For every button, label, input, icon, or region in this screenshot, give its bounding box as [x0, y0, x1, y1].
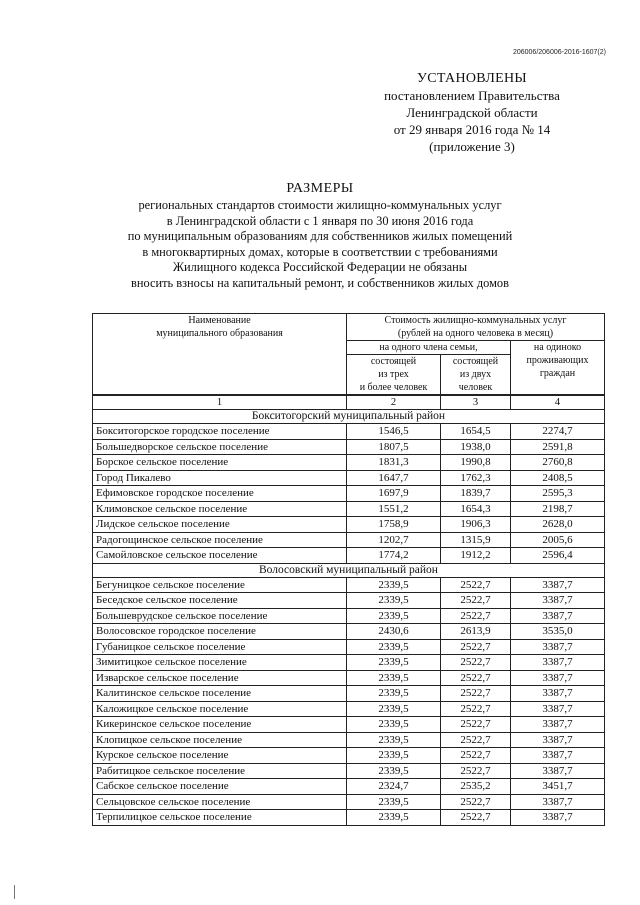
approval-line-3: от 29 января 2016 года № 14 — [393, 122, 551, 137]
municipality-name: Курское сельское поселение — [93, 748, 347, 764]
table-row — [93, 577, 605, 593]
subtitle-line-4: в многоквартирных домах, которые в соответствии с требованиями — [142, 244, 498, 259]
municipality-name: Город Пикалево — [93, 470, 347, 486]
cost-three-plus: 2324,7 — [347, 779, 441, 795]
table-row — [93, 624, 605, 640]
municipality-name: Терпилицкое сельское поселение — [93, 810, 347, 826]
municipality-name: Рабитицкое сельское поселение — [93, 763, 347, 779]
cost-two-persons: 1990,8 — [441, 455, 511, 471]
cost-single: 3387,7 — [511, 655, 605, 671]
cost-single: 3387,7 — [511, 748, 605, 764]
cost-three-plus: 2339,5 — [347, 593, 441, 609]
header-single — [511, 341, 605, 396]
cost-two-persons: 2522,7 — [441, 577, 511, 593]
cost-two-persons: 2522,7 — [441, 593, 511, 609]
header-two-line-2: из двух — [459, 369, 492, 380]
table-body — [93, 410, 605, 826]
cost-two-persons: 1762,3 — [441, 470, 511, 486]
cost-single: 2274,7 — [511, 424, 605, 440]
approval-title: УСТАНОВЛЕНЫ — [417, 71, 527, 86]
cost-single: 3387,7 — [511, 717, 605, 733]
header-municipality — [93, 314, 347, 396]
header-per-family-member: на одного члена семьи, — [347, 341, 511, 355]
cost-two-persons: 2535,2 — [441, 779, 511, 795]
cost-two-persons: 1938,0 — [441, 439, 511, 455]
cost-single: 2408,5 — [511, 470, 605, 486]
municipality-name: Сельцовское сельское поселение — [93, 794, 347, 810]
cost-single: 2198,7 — [511, 501, 605, 517]
header-three-plus-line-2: из трех — [378, 369, 409, 380]
header-two-persons — [441, 355, 511, 396]
cost-three-plus: 2339,5 — [347, 717, 441, 733]
table-row — [93, 517, 605, 533]
header-cost-line-2: (рублей на одного человека в месяц) — [397, 328, 554, 339]
table-row — [93, 655, 605, 671]
cost-two-persons: 2522,7 — [441, 608, 511, 624]
subtitle-line-6: вносить взносы на капитальный ремонт, и собственников жилых домов — [131, 275, 509, 290]
table-header — [93, 314, 605, 410]
header-three-plus-line-1: состоящей — [370, 356, 417, 367]
municipality-name: Радогощинское сельское поселение — [93, 532, 347, 548]
cost-two-persons: 2522,7 — [441, 670, 511, 686]
cost-three-plus: 1758,9 — [347, 517, 441, 533]
table-row — [93, 455, 605, 471]
cost-three-plus: 1697,9 — [347, 486, 441, 502]
cost-two-persons: 1654,5 — [441, 424, 511, 440]
cost-two-persons: 1839,7 — [441, 486, 511, 502]
municipality-name: Кикеринское сельское поселение — [93, 717, 347, 733]
municipality-name: Ефимовское городское поселение — [93, 486, 347, 502]
approval-line-4: (приложение 3) — [429, 139, 515, 154]
municipality-name: Климовское сельское поселение — [93, 501, 347, 517]
municipality-name: Борское сельское поселение — [93, 455, 347, 471]
cost-single: 3387,7 — [511, 794, 605, 810]
municipality-name: Зимитицкое сельское поселение — [93, 655, 347, 671]
approval-block — [372, 70, 572, 155]
cost-two-persons: 2522,7 — [441, 717, 511, 733]
column-number: 1 — [93, 395, 347, 410]
cost-single: 3387,7 — [511, 732, 605, 748]
cost-single: 2628,0 — [511, 517, 605, 533]
table-row — [93, 810, 605, 826]
table-row — [93, 501, 605, 517]
cost-single: 3387,7 — [511, 608, 605, 624]
header-cost-line-1: Стоимость жилищно-коммунальных услуг — [384, 315, 567, 326]
cost-three-plus: 1774,2 — [347, 548, 441, 564]
cost-three-plus: 2339,5 — [347, 670, 441, 686]
cost-three-plus: 1831,3 — [347, 455, 441, 471]
cost-three-plus: 2339,5 — [347, 639, 441, 655]
cost-three-plus: 2339,5 — [347, 810, 441, 826]
tariffs-table — [92, 313, 605, 826]
cost-two-persons: 1912,2 — [441, 548, 511, 564]
header-municipality-line-1: Наименование — [188, 315, 251, 326]
municipality-name: Большедворское сельское поселение — [93, 439, 347, 455]
document-subtitle — [88, 198, 552, 291]
cost-single: 3387,7 — [511, 670, 605, 686]
header-two-line-3: человек — [458, 382, 493, 393]
table-row — [93, 701, 605, 717]
municipality-name: Бегуницкое сельское поселение — [93, 577, 347, 593]
table-row — [93, 593, 605, 609]
cost-two-persons: 1654,3 — [441, 501, 511, 517]
table-row — [93, 608, 605, 624]
cost-three-plus: 2339,5 — [347, 655, 441, 671]
cost-three-plus: 2339,5 — [347, 608, 441, 624]
margin-mark — [14, 885, 15, 899]
cost-two-persons: 1315,9 — [441, 532, 511, 548]
municipality-name: Волосовское городское поселение — [93, 624, 347, 640]
column-number: 4 — [511, 395, 605, 410]
table-row — [93, 424, 605, 440]
municipality-name: Калитинское сельское поселение — [93, 686, 347, 702]
column-number: 3 — [441, 395, 511, 410]
cost-two-persons: 2613,9 — [441, 624, 511, 640]
subtitle-line-3: по муниципальным образованиям для собственников жилых помещений — [127, 229, 513, 243]
cost-three-plus: 1551,2 — [347, 501, 441, 517]
table-row — [93, 794, 605, 810]
table-row — [93, 748, 605, 764]
cost-three-plus: 2430,6 — [347, 624, 441, 640]
subtitle-line-1: региональных стандартов стоимости жилищно-коммунальных услуг — [138, 198, 502, 212]
municipality-name: Каложицкое сельское поселение — [93, 701, 347, 717]
table-row — [93, 763, 605, 779]
table-row — [93, 548, 605, 564]
municipality-name: Большеврудское сельское поселение — [93, 608, 347, 624]
municipality-name: Клопицкое сельское поселение — [93, 732, 347, 748]
subtitle-line-5: Жилищного кодекса Российской Федерации не обязаны — [172, 260, 468, 274]
header-municipality-line-2: муниципального образования — [156, 328, 283, 339]
cost-single: 3387,7 — [511, 763, 605, 779]
cost-two-persons: 2522,7 — [441, 639, 511, 655]
municipality-name: Беседское сельское поселение — [93, 593, 347, 609]
municipality-name: Сабское сельское поселение — [93, 779, 347, 795]
cost-single: 3387,7 — [511, 639, 605, 655]
cost-two-persons: 2522,7 — [441, 794, 511, 810]
cost-three-plus: 2339,5 — [347, 763, 441, 779]
cost-single: 3387,7 — [511, 810, 605, 826]
header-three-plus-line-3: и более человек — [359, 382, 428, 393]
cost-two-persons: 2522,7 — [441, 748, 511, 764]
subtitle-line-2: в Ленинградской области с 1 января по 30 июня 2016 года — [166, 213, 474, 228]
municipality-name: Губаницкое сельское поселение — [93, 639, 347, 655]
table-row — [93, 717, 605, 733]
cost-single: 2005,6 — [511, 532, 605, 548]
district-name: Бокситогорский муниципальный район — [93, 410, 605, 424]
header-single-line-1: на одиноко — [533, 342, 582, 353]
cost-three-plus: 2339,5 — [347, 748, 441, 764]
approval-line-2: Ленинградской области — [406, 105, 538, 120]
cost-three-plus: 2339,5 — [347, 686, 441, 702]
header-three-plus — [347, 355, 441, 396]
cost-three-plus: 2339,5 — [347, 701, 441, 717]
header-cost — [347, 314, 605, 341]
cost-single: 3387,7 — [511, 701, 605, 717]
document-title: РАЗМЕРЫ — [286, 181, 354, 196]
cost-two-persons: 2522,7 — [441, 655, 511, 671]
cost-three-plus: 2339,5 — [347, 732, 441, 748]
district-name: Волосовский муниципальный район — [93, 563, 605, 577]
header-single-line-3: граждан — [539, 368, 576, 379]
cost-single: 2591,8 — [511, 439, 605, 455]
cost-single: 3535,0 — [511, 624, 605, 640]
approval-line-1: постановлением Правительства — [384, 88, 560, 103]
table-row — [93, 486, 605, 502]
table-row — [93, 532, 605, 548]
table-row — [93, 439, 605, 455]
header-two-line-1: состоящей — [452, 356, 499, 367]
cost-single: 3387,7 — [511, 577, 605, 593]
cost-single: 2760,8 — [511, 455, 605, 471]
cost-two-persons: 2522,7 — [441, 810, 511, 826]
table-row — [93, 639, 605, 655]
cost-single: 3451,7 — [511, 779, 605, 795]
cost-single: 2595,3 — [511, 486, 605, 502]
cost-three-plus: 1647,7 — [347, 470, 441, 486]
cost-two-persons: 2522,7 — [441, 732, 511, 748]
district-header-row — [93, 410, 605, 424]
municipality-name: Изварское сельское поселение — [93, 670, 347, 686]
municipality-name: Самойловское сельское поселение — [93, 548, 347, 564]
cost-single: 2596,4 — [511, 548, 605, 564]
cost-single: 3387,7 — [511, 593, 605, 609]
header-single-line-2: проживающих — [526, 355, 589, 366]
cost-single: 3387,7 — [511, 686, 605, 702]
table-row — [93, 670, 605, 686]
cost-three-plus: 2339,5 — [347, 577, 441, 593]
cost-two-persons: 1906,3 — [441, 517, 511, 533]
cost-three-plus: 1546,5 — [347, 424, 441, 440]
cost-two-persons: 2522,7 — [441, 701, 511, 717]
table-row — [93, 686, 605, 702]
municipality-name: Бокситогорское городское поселение — [93, 424, 347, 440]
table-row — [93, 732, 605, 748]
column-number: 2 — [347, 395, 441, 410]
municipality-name: Лидское сельское поселение — [93, 517, 347, 533]
district-header-row — [93, 563, 605, 577]
cost-two-persons: 2522,7 — [441, 763, 511, 779]
table-row — [93, 470, 605, 486]
cost-three-plus: 2339,5 — [347, 794, 441, 810]
document-registration-number: 206006/206006-2016-1607(2) — [512, 49, 606, 56]
cost-three-plus: 1202,7 — [347, 532, 441, 548]
cost-three-plus: 1807,5 — [347, 439, 441, 455]
table-row — [93, 779, 605, 795]
cost-two-persons: 2522,7 — [441, 686, 511, 702]
